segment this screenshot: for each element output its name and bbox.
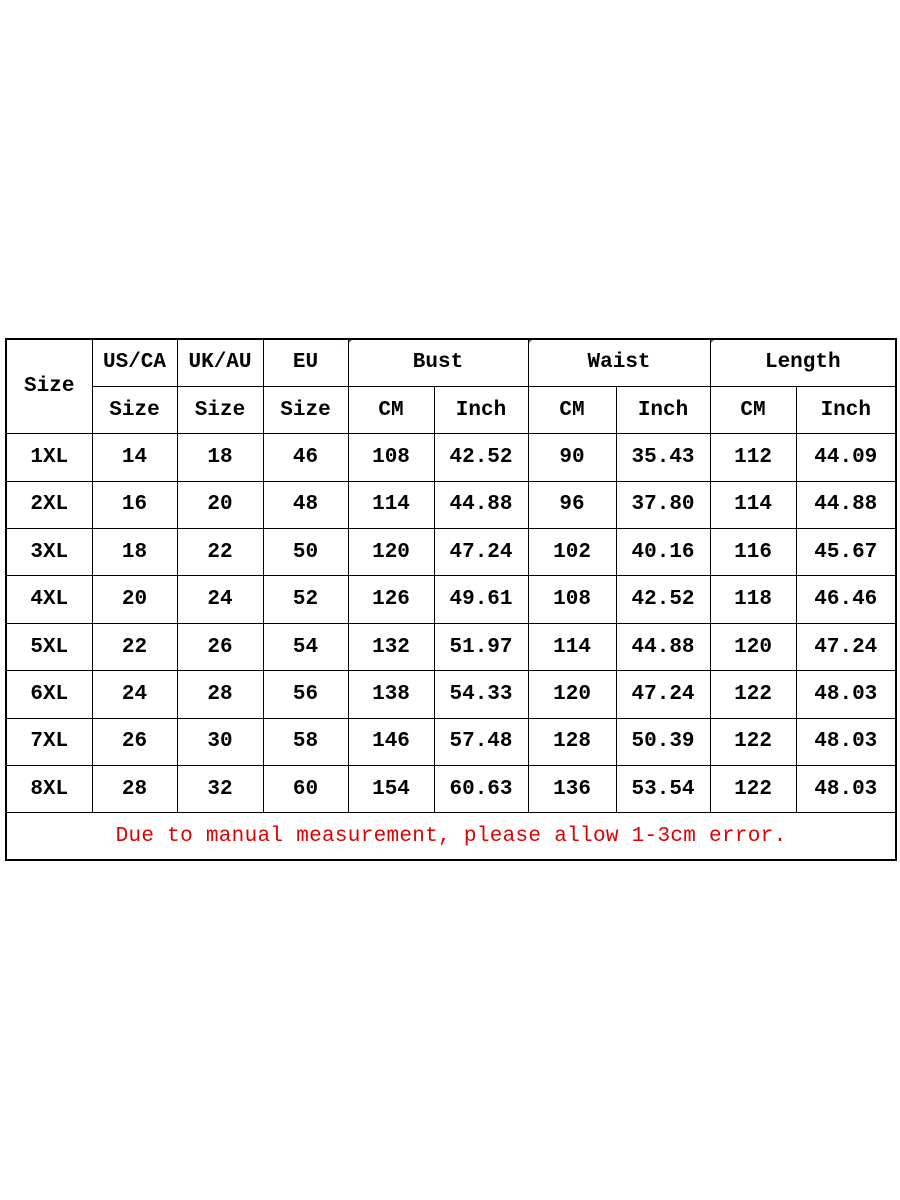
note-row [6, 813, 896, 860]
cell-bust-cm: 114 [348, 481, 434, 528]
header-eu: EU [263, 339, 348, 386]
measurement-note: Due to manual measurement, please allow 1-3cm error. [6, 813, 896, 860]
header-length-label: Length [764, 351, 841, 375]
header-waist [528, 339, 710, 386]
cell-us-ca-size: 14 [92, 434, 177, 481]
header-row-main [6, 339, 896, 386]
cell-size-label: 6XL [6, 671, 92, 718]
cell-uk-au-size: 18 [177, 434, 263, 481]
cell-size-label: 7XL [6, 718, 92, 765]
cell-length-cm: 114 [710, 481, 796, 528]
cell-us-ca-size: 28 [92, 766, 177, 813]
cell-bust-cm: 146 [348, 718, 434, 765]
cell-eu-size: 52 [263, 576, 348, 623]
cell-uk-au-size: 26 [177, 623, 263, 670]
cell-bust-inch: 49.61 [434, 576, 528, 623]
header-length-cm: CM [710, 386, 796, 433]
cell-eu-size: 56 [263, 671, 348, 718]
corner-mark [528, 339, 533, 344]
cell-waist-inch: 40.16 [616, 529, 710, 576]
cell-length-inch: 47.24 [796, 623, 896, 670]
cell-length-inch: 44.09 [796, 434, 896, 481]
table-row [6, 529, 896, 576]
cell-waist-inch: 44.88 [616, 623, 710, 670]
cell-eu-size: 60 [263, 766, 348, 813]
cell-bust-inch: 47.24 [434, 529, 528, 576]
cell-waist-cm: 96 [528, 481, 616, 528]
header-row-sub [6, 386, 896, 433]
header-size: Size [6, 339, 92, 434]
cell-length-inch: 45.67 [796, 529, 896, 576]
cell-length-cm: 116 [710, 529, 796, 576]
cell-size-label: 3XL [6, 529, 92, 576]
cell-waist-cm: 90 [528, 434, 616, 481]
cell-waist-inch: 42.52 [616, 576, 710, 623]
cell-bust-inch: 57.48 [434, 718, 528, 765]
cell-waist-inch: 50.39 [616, 718, 710, 765]
cell-bust-inch: 54.33 [434, 671, 528, 718]
cell-bust-cm: 120 [348, 529, 434, 576]
corner-mark [348, 339, 353, 344]
header-waist-inch: Inch [616, 386, 710, 433]
cell-uk-au-size: 24 [177, 576, 263, 623]
header-waist-cm: CM [528, 386, 616, 433]
cell-waist-cm: 128 [528, 718, 616, 765]
cell-length-cm: 118 [710, 576, 796, 623]
cell-size-label: 8XL [6, 766, 92, 813]
cell-bust-inch: 60.63 [434, 766, 528, 813]
table-row [6, 718, 896, 765]
cell-waist-cm: 136 [528, 766, 616, 813]
header-uk-au: UK/AU [177, 339, 263, 386]
cell-waist-inch: 53.54 [616, 766, 710, 813]
cell-us-ca-size: 20 [92, 576, 177, 623]
cell-uk-au-size: 20 [177, 481, 263, 528]
cell-uk-au-size: 22 [177, 529, 263, 576]
cell-us-ca-size: 22 [92, 623, 177, 670]
header-eu-size: Size [263, 386, 348, 433]
cell-length-inch: 48.03 [796, 766, 896, 813]
cell-eu-size: 58 [263, 718, 348, 765]
header-length-inch: Inch [796, 386, 896, 433]
cell-uk-au-size: 28 [177, 671, 263, 718]
cell-bust-cm: 138 [348, 671, 434, 718]
table-row [6, 766, 896, 813]
cell-us-ca-size: 16 [92, 481, 177, 528]
table-row [6, 671, 896, 718]
header-us-ca: US/CA [92, 339, 177, 386]
cell-eu-size: 48 [263, 481, 348, 528]
table-row [6, 623, 896, 670]
header-uk-au-size: Size [177, 386, 263, 433]
corner-mark [710, 339, 715, 344]
cell-bust-inch: 42.52 [434, 434, 528, 481]
cell-waist-cm: 108 [528, 576, 616, 623]
cell-waist-cm: 120 [528, 671, 616, 718]
cell-us-ca-size: 26 [92, 718, 177, 765]
cell-bust-cm: 126 [348, 576, 434, 623]
table-row [6, 576, 896, 623]
cell-size-label: 5XL [6, 623, 92, 670]
cell-length-cm: 122 [710, 766, 796, 813]
header-bust-inch: Inch [434, 386, 528, 433]
header-length [710, 339, 896, 386]
header-us-ca-size: Size [92, 386, 177, 433]
header-bust-label: Bust [412, 351, 464, 375]
cell-waist-cm: 114 [528, 623, 616, 670]
table-row [6, 481, 896, 528]
header-bust [348, 339, 528, 386]
cell-length-inch: 46.46 [796, 576, 896, 623]
cell-length-cm: 122 [710, 671, 796, 718]
cell-waist-inch: 35.43 [616, 434, 710, 481]
cell-size-label: 2XL [6, 481, 92, 528]
cell-us-ca-size: 18 [92, 529, 177, 576]
cell-bust-cm: 132 [348, 623, 434, 670]
cell-bust-inch: 51.97 [434, 623, 528, 670]
cell-waist-inch: 47.24 [616, 671, 710, 718]
cell-waist-cm: 102 [528, 529, 616, 576]
cell-bust-inch: 44.88 [434, 481, 528, 528]
header-bust-cm: CM [348, 386, 434, 433]
cell-waist-inch: 37.80 [616, 481, 710, 528]
cell-length-inch: 44.88 [796, 481, 896, 528]
cell-eu-size: 50 [263, 529, 348, 576]
cell-uk-au-size: 30 [177, 718, 263, 765]
cell-length-cm: 122 [710, 718, 796, 765]
cell-size-label: 1XL [6, 434, 92, 481]
cell-length-inch: 48.03 [796, 671, 896, 718]
table-row [6, 434, 896, 481]
cell-eu-size: 54 [263, 623, 348, 670]
cell-uk-au-size: 32 [177, 766, 263, 813]
cell-length-inch: 48.03 [796, 718, 896, 765]
size-chart-table [5, 338, 897, 861]
cell-length-cm: 120 [710, 623, 796, 670]
cell-length-cm: 112 [710, 434, 796, 481]
cell-bust-cm: 108 [348, 434, 434, 481]
cell-size-label: 4XL [6, 576, 92, 623]
cell-us-ca-size: 24 [92, 671, 177, 718]
cell-bust-cm: 154 [348, 766, 434, 813]
cell-eu-size: 46 [263, 434, 348, 481]
header-waist-label: Waist [587, 351, 651, 375]
